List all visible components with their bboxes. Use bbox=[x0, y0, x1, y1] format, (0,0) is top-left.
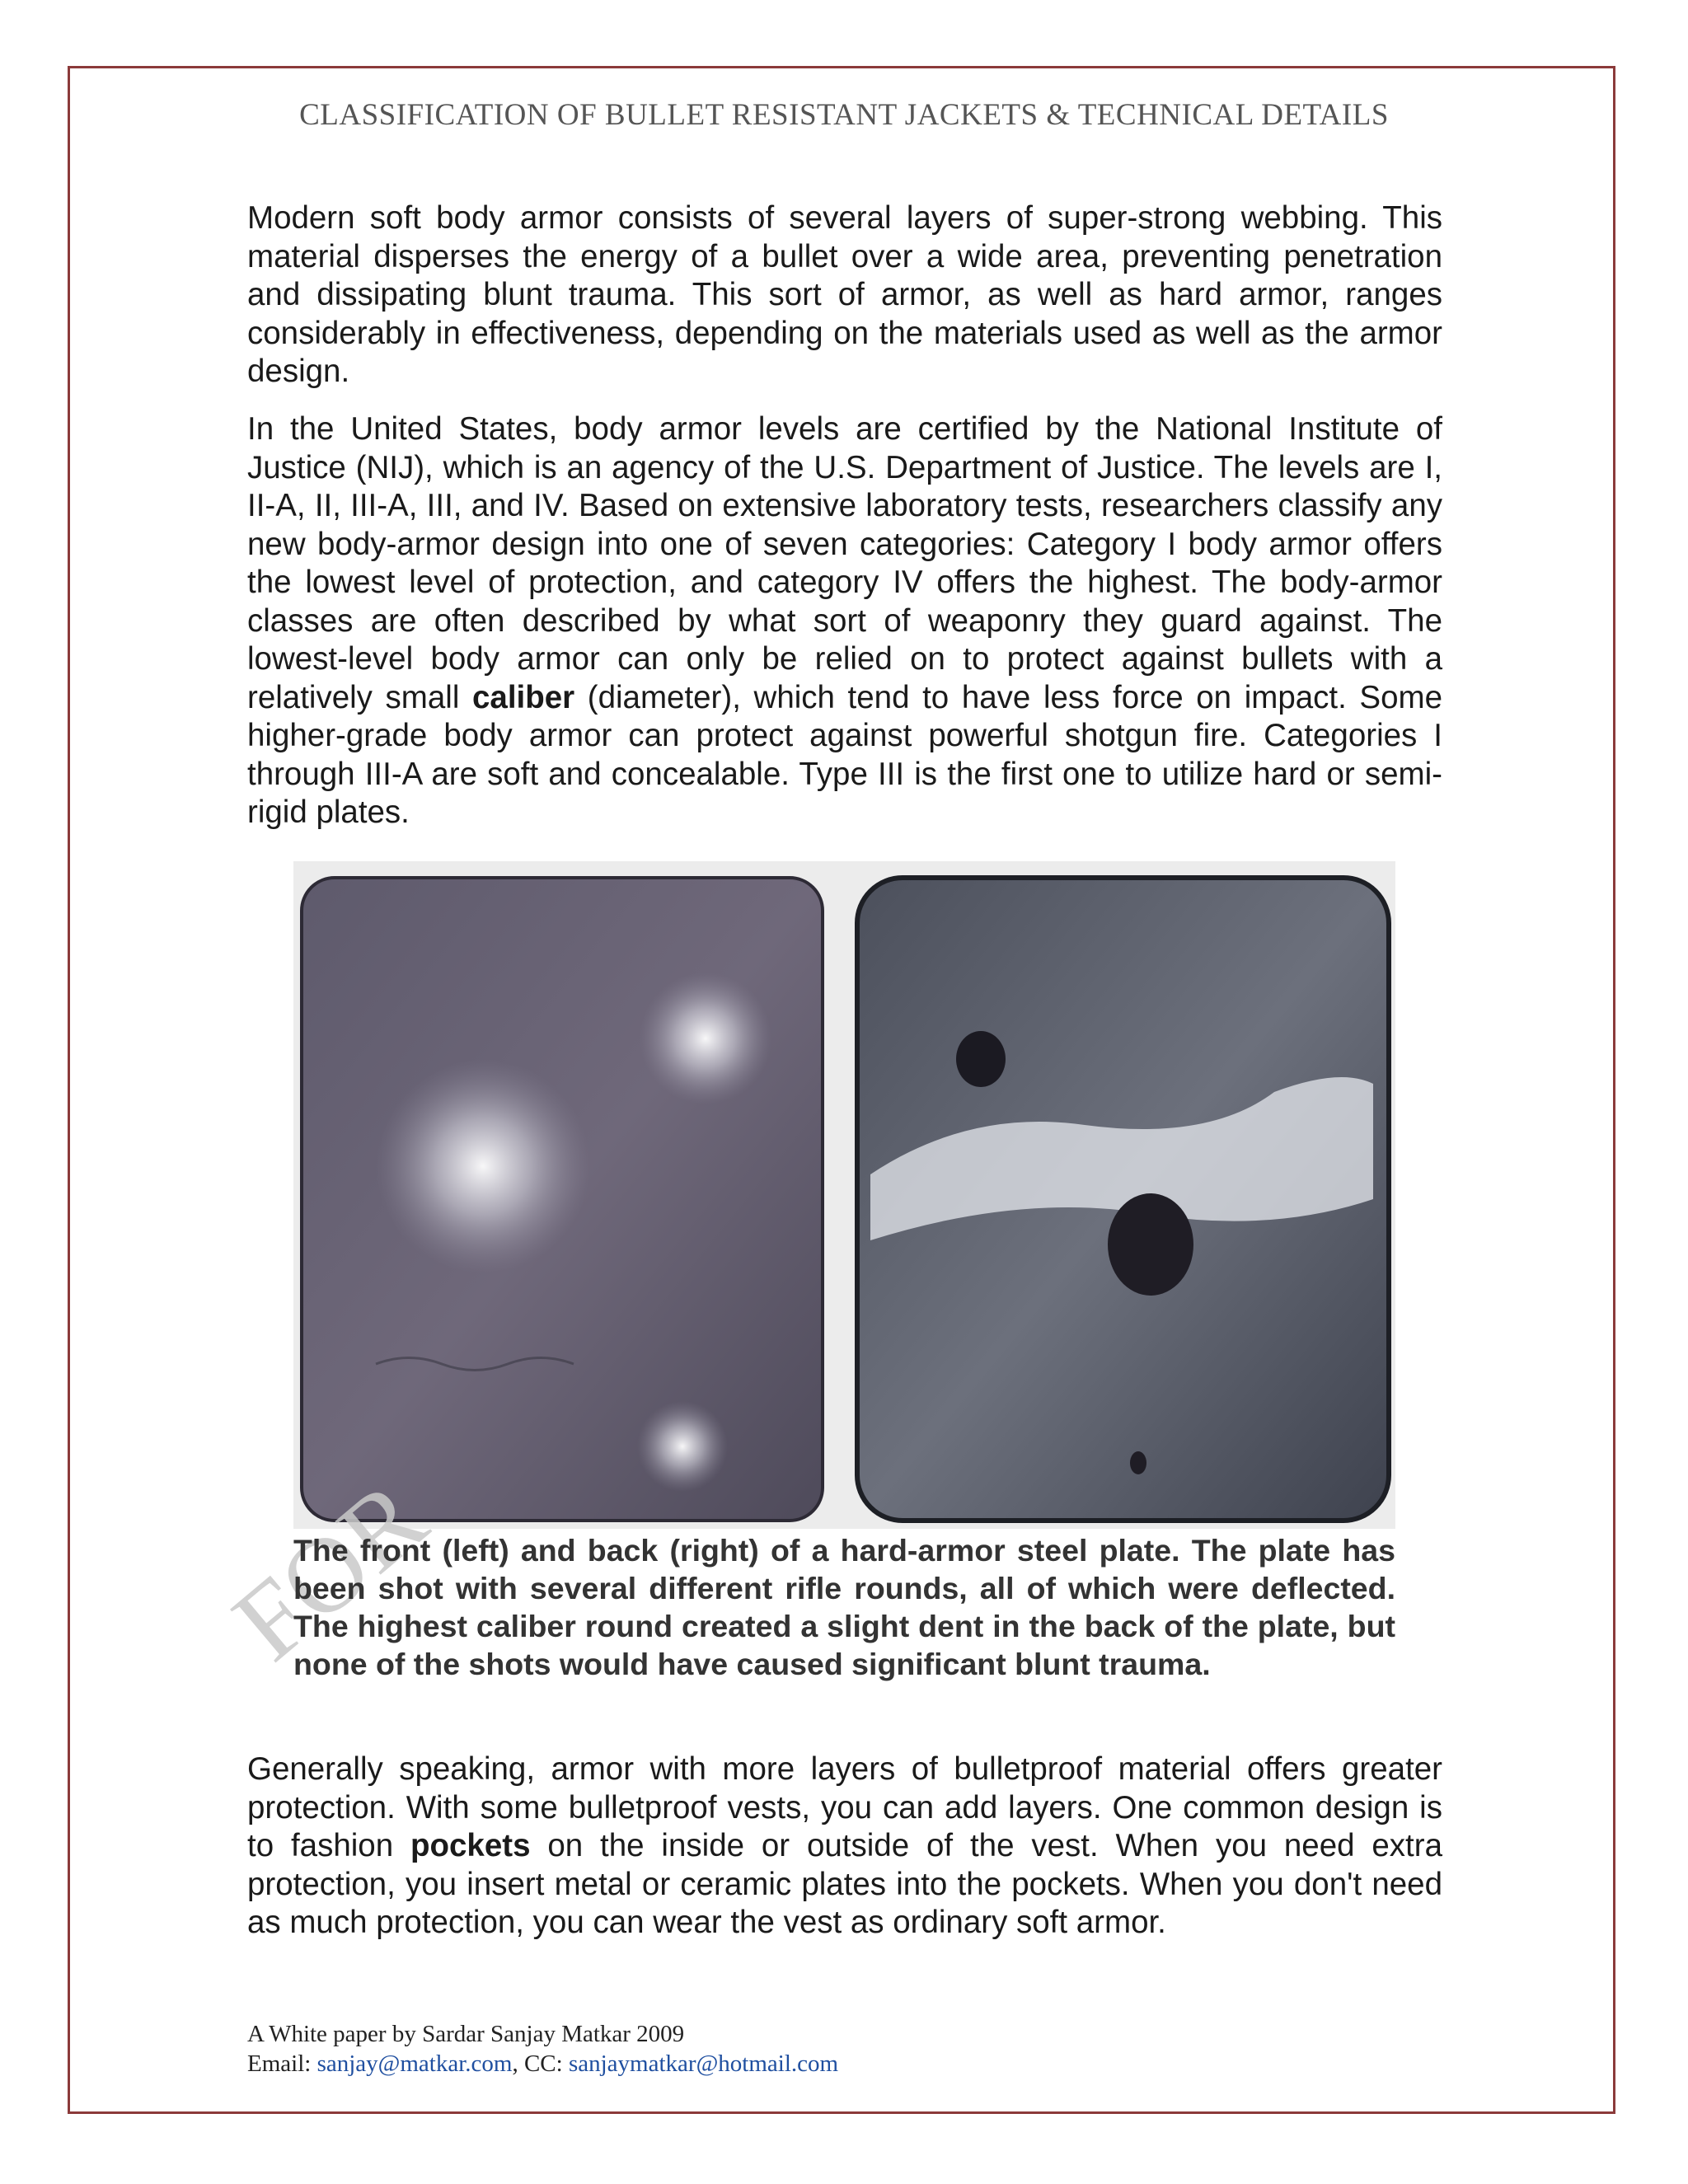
paragraph-layers bbox=[247, 1750, 1442, 1943]
front-plate bbox=[302, 878, 823, 1521]
email-link-cc[interactable]: sanjaymatkar@hotmail.com bbox=[568, 2050, 839, 2077]
footer-author: A White paper by Sardar Sanjay Matkar 2009 bbox=[247, 2021, 685, 2047]
watermark: FOR bbox=[211, 1458, 448, 1684]
paragraph-text: In the United States, body armor levels are certified by the National Institute of Justice (NIJ), which is an agency of the U.S. Department of Justice. The levels are I, II-A, II, III-A, III, and IV. Based on extensive laboratory tests, researchers classify any new body-armor design into one of seven categories: Category I body armor offers the lowest level of protection, and category IV offers the highest. The body-armor classes are often described by what sort of weaponry they guard against. The lowest-level body armor can only be relied on to protect against bullets with a relatively small bbox=[247, 411, 1442, 715]
email-label: Email: bbox=[247, 2050, 317, 2077]
page-header: CLASSIFICATION OF BULLET RESISTANT JACKETS & TECHNICAL DETAILS bbox=[299, 98, 1389, 132]
armor-plate-illustration bbox=[293, 861, 1395, 1529]
dent-mark bbox=[1130, 1451, 1146, 1474]
paragraph-nij-levels bbox=[247, 410, 1442, 832]
armor-plate-photo bbox=[293, 861, 1395, 1529]
cc-label: , CC: bbox=[512, 2050, 569, 2077]
dent-mark bbox=[956, 1031, 1006, 1087]
paragraph-text: on the inside or outside of the vest. When you need extra protection, you insert metal or ceramic plates into the pockets. When you don't need as much protection, you can wear the vest as ordinary soft armor. bbox=[247, 1828, 1442, 1940]
paragraph-text: (diameter), which tend to have less force on impact. Some higher-grade body armor can protect against powerful shotgun fire. Categories I through III-A are soft and concealable. Type III is the first one to utilize hard or semi-rigid plates. bbox=[247, 679, 1442, 830]
term-caliber: caliber bbox=[472, 679, 575, 715]
paragraph-soft-armor: Modern soft body armor consists of several layers of super-strong webbing. This material disperses the energy of a bullet over a wide area, preventing penetration and dissipating blunt trauma. This sort of armor, as well as hard armor, ranges considerably in effectiveness, depending on the materials used as well as the armor design. bbox=[247, 200, 1442, 389]
footer-contact bbox=[247, 2049, 838, 2079]
paragraph-text: Generally speaking, armor with more layers of bulletproof material offers greater protection. With some bulletproof vests, you can add layers. One common design is to fashion bbox=[247, 1751, 1442, 1863]
email-link-primary[interactable]: sanjay@matkar.com bbox=[316, 2050, 513, 2077]
page-footer bbox=[247, 2019, 838, 2079]
impact-mark bbox=[637, 1401, 728, 1492]
impact-mark bbox=[376, 1059, 590, 1273]
impact-mark bbox=[640, 972, 771, 1104]
back-plate bbox=[857, 878, 1389, 1521]
term-pockets: pockets bbox=[410, 1828, 531, 1863]
figure-caption: The front (left) and back (right) of a hard-armor steel plate. The plate has been shot with several different rifle rounds, all of which were deflected. The highest caliber round created a slight dent in the back of the plate, but none of the shots would have caused significant blunt trauma. bbox=[293, 1533, 1395, 1681]
dent-mark bbox=[1108, 1193, 1193, 1296]
